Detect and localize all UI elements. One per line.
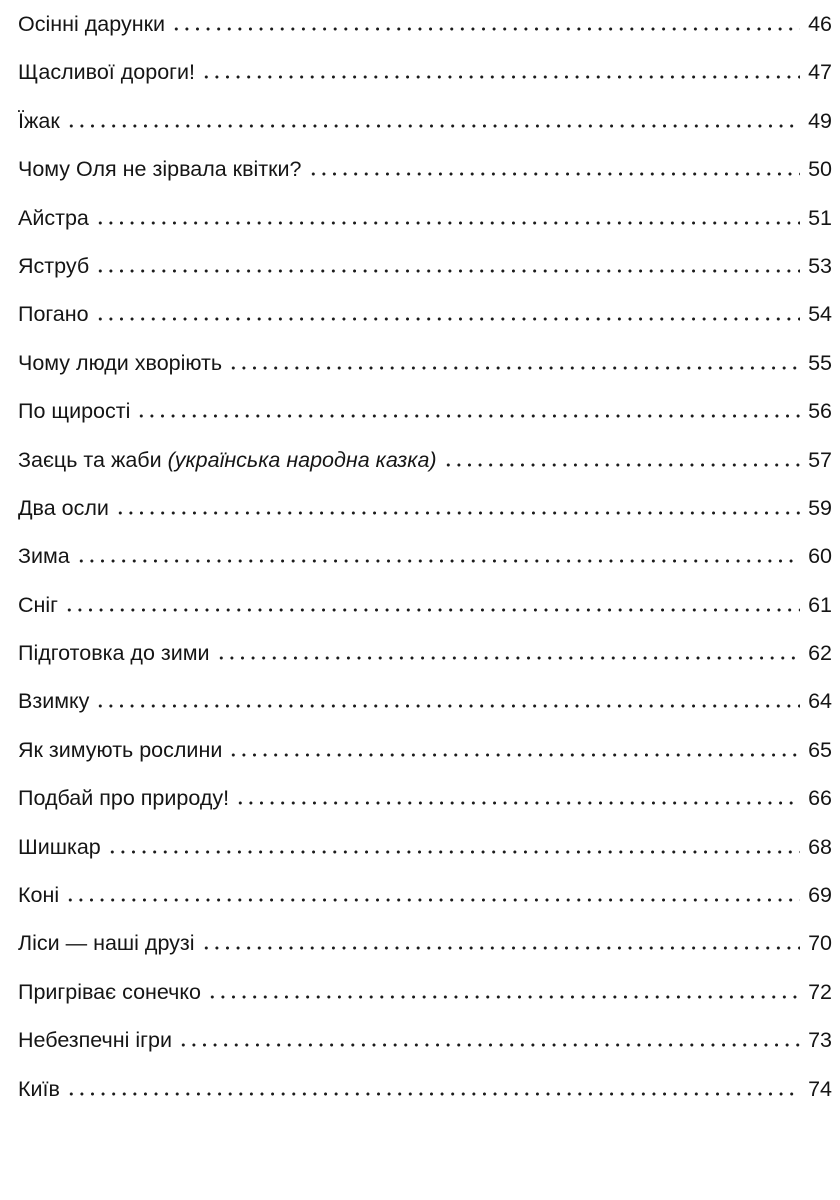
dot-leader (95, 317, 800, 321)
dot-leader (64, 608, 800, 612)
dot-leader (308, 172, 800, 176)
page-number: 56 (808, 399, 832, 424)
toc-entry (18, 629, 832, 677)
dot-leader (66, 124, 800, 128)
dot-leader (171, 27, 800, 31)
page-number: 68 (808, 834, 832, 859)
toc-entry (18, 387, 832, 435)
page-number: 54 (808, 302, 832, 327)
toc-entry (18, 774, 832, 822)
toc-entry (18, 48, 832, 96)
entry-title: Чому Оля не зірвала квітки? (18, 157, 302, 182)
toc-entry (18, 290, 832, 338)
toc-entry (18, 581, 832, 629)
dot-leader (201, 946, 800, 950)
toc-entry (18, 871, 832, 919)
entry-title: Яструб (18, 253, 90, 278)
entry-title: Взимку (18, 689, 90, 714)
entry-title: Подбай про природу! (18, 786, 230, 811)
page-number: 51 (808, 205, 832, 230)
page-number: 49 (808, 108, 832, 133)
page-number: 70 (808, 931, 832, 956)
dot-leader (207, 995, 800, 999)
toc-entry (18, 436, 832, 484)
entry-title: Їжак (18, 108, 60, 133)
toc-entry (18, 726, 832, 774)
page-number: 60 (808, 544, 832, 569)
page-number: 47 (808, 60, 832, 85)
dot-leader (66, 1092, 800, 1096)
toc-entry (18, 242, 832, 290)
page-number: 72 (808, 979, 832, 1004)
entry-title: Коні (18, 883, 60, 908)
toc-entry (18, 1016, 832, 1064)
toc-entry (18, 97, 832, 145)
page-number: 50 (808, 157, 832, 182)
dot-leader (228, 753, 800, 757)
dot-leader (216, 656, 800, 660)
entry-title: Небезпечні ігри (18, 1028, 172, 1053)
page-number: 53 (808, 253, 832, 278)
toc-entry (18, 484, 832, 532)
dot-leader (76, 559, 800, 563)
toc-entry (18, 194, 832, 242)
entry-note: (українська народна казка) (167, 447, 437, 472)
dot-leader (136, 414, 800, 418)
page-number: 46 (808, 12, 832, 36)
toc-entry (18, 968, 832, 1016)
entry-title (18, 436, 437, 484)
toc-entry (18, 145, 832, 193)
dot-leader (443, 463, 800, 467)
entry-title: Щасливої дороги! (18, 60, 195, 85)
entry-title: Чому люди хворіють (18, 350, 223, 375)
toc-entry (18, 0, 832, 48)
dot-leader (115, 511, 800, 515)
entry-title: Два осли (18, 495, 109, 520)
dot-leader (201, 75, 800, 79)
entry-title: Осінні дарунки (18, 12, 166, 36)
page-number: 64 (808, 689, 832, 714)
entry-title: Шишкар (18, 834, 101, 859)
entry-title: Сніг (18, 592, 59, 617)
dot-leader (95, 269, 800, 273)
dot-leader (107, 850, 800, 854)
toc-entry (18, 677, 832, 725)
entry-title: Айстра (18, 205, 89, 230)
dot-leader (228, 366, 800, 370)
entry-title: Київ (18, 1076, 60, 1101)
entry-title: Як зимують рослини (18, 737, 223, 762)
entry-title: Підготовка до зими (18, 641, 210, 666)
table-of-contents (18, 0, 832, 1113)
page-number: 74 (808, 1076, 832, 1101)
page-number: 59 (808, 495, 832, 520)
entry-title: Зима (18, 544, 70, 569)
entry-title: По щирості (18, 399, 131, 424)
dot-leader (65, 898, 800, 902)
toc-entry (18, 823, 832, 871)
page-number: 66 (808, 786, 832, 811)
dot-leader (95, 221, 800, 225)
toc-entry (18, 532, 832, 580)
dot-leader (95, 704, 800, 708)
page-number: 61 (808, 592, 832, 617)
page-number: 73 (808, 1028, 832, 1053)
dot-leader (235, 801, 800, 805)
page-number: 55 (808, 350, 832, 375)
page-number: 62 (808, 641, 832, 666)
page-number: 69 (808, 883, 832, 908)
page-number: 65 (808, 737, 832, 762)
entry-title-text: Заєць та жаби (18, 447, 162, 472)
entry-title: Ліси — наші друзі (18, 931, 195, 956)
page-number: 57 (808, 447, 832, 472)
entry-title: Погано (18, 302, 89, 327)
toc-entry (18, 919, 832, 967)
toc-entry (18, 339, 832, 387)
toc-entry (18, 1065, 832, 1113)
dot-leader (178, 1043, 800, 1047)
entry-title: Пригріває сонечко (18, 979, 201, 1004)
